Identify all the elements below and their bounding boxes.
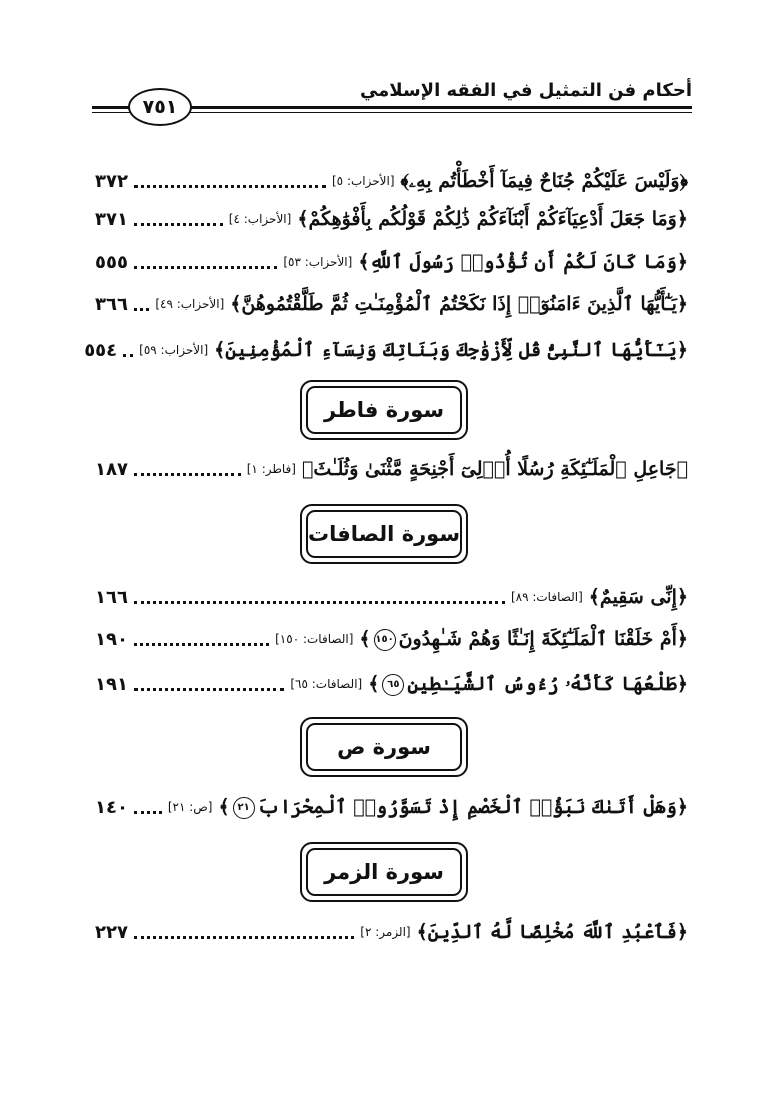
verse-reference: [الأحزاب: ٤٩] xyxy=(155,297,225,311)
dot-leader xyxy=(134,459,241,476)
header-rule xyxy=(185,106,692,109)
verse-text: ﴿طَلْعُهَا كَأَنَّهُۥ رُءُوسُ ٱلشَّيَـٰطِينِ٦٥﴾ xyxy=(368,672,688,695)
verse-reference: [الأحزاب: ٥٣] xyxy=(283,255,353,269)
verse-reference: [الأحزاب: ٥٩] xyxy=(139,343,209,357)
surah-heading: سورة فاطر xyxy=(306,386,462,434)
surah-heading: سورة الزمر xyxy=(306,848,462,896)
verse-text: ﴿أَمْ خَلَقْنَا ٱلْمَلَـٰٓئِكَةَ إِنَـٰثًا وَهُمْ شَـٰهِدُونَ١٥٠﴾ xyxy=(359,627,688,650)
index-entry xyxy=(84,333,688,367)
page-ref: ١٨٧ xyxy=(95,458,128,480)
running-header-title: أحكام فن التمثيل في الفقه الإسلامي xyxy=(359,80,692,101)
surah-heading-box xyxy=(300,842,468,902)
page-ref: ١٩٠ xyxy=(95,628,128,650)
verse-text: ﴿وَهَلْ أَتَىٰكَ نَبَؤُا۟ ٱلْخَصْمِ إِذْ تَسَوَّرُوا۟ ٱلْمِحْرَابَ٢١﴾ xyxy=(218,795,688,818)
verse-reference: [الصافات: ١٥٠] xyxy=(275,632,354,646)
page-ref: ٣٧١ xyxy=(95,208,128,230)
header-rule-left xyxy=(92,106,130,109)
page-ref: ٥٥٥ xyxy=(95,251,128,273)
verse-reference: [ص: ٢١] xyxy=(167,800,213,814)
page-ref: ٣٦٦ xyxy=(95,293,128,315)
surah-heading: سورة ص xyxy=(306,723,462,771)
header-rule-left-thin xyxy=(92,112,130,113)
verse-text: ﴿جَاعِلِ ٱلْمَلَـٰٓئِكَةِ رُسُلًا أُو۟لِىٓ أَجْنِحَةٍ مَّثْنَىٰ وَثُلَـٰثَ﴾ xyxy=(301,458,688,480)
verse-reference: [الصافات: ٦٥] xyxy=(290,677,363,691)
verse-text: ﴿وَلَيْسَ عَلَيْكُمْ جُنَاحٌ فِيمَآ أَخْطَأْتُم بِهِۦ﴾ xyxy=(400,170,688,192)
index-entry xyxy=(95,164,688,198)
index-entry xyxy=(95,245,688,279)
verse-text: ﴿وَمَا كَانَ لَكُمْ أَن تُؤْذُوا۟ رَسُولَ ٱللَّهِ﴾ xyxy=(358,251,688,273)
dot-leader xyxy=(134,797,162,814)
dot-leader xyxy=(134,674,284,691)
verse-reference: [الأحزاب: ٥] xyxy=(331,174,395,188)
page-ref: ٣٧٢ xyxy=(95,170,128,192)
verse-text: ﴿وَمَا جَعَلَ أَدْعِيَآءَكُمْ أَبْنَآءَكُمْ ذَٰلِكُمْ قَوْلُكُم بِأَفْوَٰهِكُمْ﴾ xyxy=(297,208,688,230)
page-ref: ٥٥٤ xyxy=(84,339,118,361)
index-entry xyxy=(95,580,688,614)
verse-text: ﴿إِنِّى سَقِيمٌ﴾ xyxy=(588,586,688,608)
page-ref: ٢٢٧ xyxy=(95,921,128,943)
dot-leader xyxy=(123,340,133,357)
index-entry xyxy=(95,790,688,824)
verse-text: ﴿يَـٰٓأَيُّهَا ٱلنَّبِىُّ قُل لِّأَزْوَٰجِكَ وَبَنَاتِكَ وَنِسَآءِ ٱلْمُؤْمِنِينَ﴾ xyxy=(214,339,688,361)
dot-leader xyxy=(134,294,149,311)
ayah-number-marker: ٦٥ xyxy=(382,674,404,696)
verse-reference: [الأحزاب: ٤] xyxy=(228,212,292,226)
page-number: ٧٥١ xyxy=(128,88,192,126)
header-rule-thin xyxy=(185,112,692,113)
verse-reference: [فاطر: ١] xyxy=(246,462,296,476)
verse-text: ﴿يَـٰٓأَيُّهَا ٱلَّذِينَ ءَامَنُوٓا۟ إِذَا نَكَحْتُمُ ٱلْمُؤْمِنَـٰتِ ثُمَّ طَلَّقْتُمُوهُنَّ﴾ xyxy=(230,293,688,315)
surah-heading: سورة الصافات xyxy=(306,510,462,558)
ayah-number-marker: ١٥٠ xyxy=(374,629,396,651)
dot-leader xyxy=(134,252,277,269)
index-entry xyxy=(95,667,688,701)
surah-heading-box xyxy=(300,504,468,564)
index-entry xyxy=(95,915,688,949)
page-ref: ١٤٠ xyxy=(95,796,128,818)
page-ref: ١٩١ xyxy=(95,673,128,695)
verse-reference: [الصافات: ٨٩] xyxy=(510,590,583,604)
verse-text: ﴿فَٱعْبُدِ ٱللَّهَ مُخْلِصًا لَّهُ ٱلدِّينَ﴾ xyxy=(416,921,688,943)
index-entry xyxy=(95,622,688,656)
verse-reference: [الزمر: ٢] xyxy=(360,925,411,939)
dot-leader xyxy=(134,171,326,188)
index-entry xyxy=(95,202,688,236)
surah-heading-box xyxy=(300,380,468,440)
index-entry xyxy=(95,287,688,321)
dot-leader xyxy=(134,209,223,226)
ayah-number-marker: ٢١ xyxy=(233,797,255,819)
dot-leader xyxy=(134,629,269,646)
page-ref: ١٦٦ xyxy=(95,586,128,608)
index-entry xyxy=(95,452,688,486)
dot-leader xyxy=(134,587,505,604)
surah-heading-box xyxy=(300,717,468,777)
dot-leader xyxy=(134,922,354,939)
